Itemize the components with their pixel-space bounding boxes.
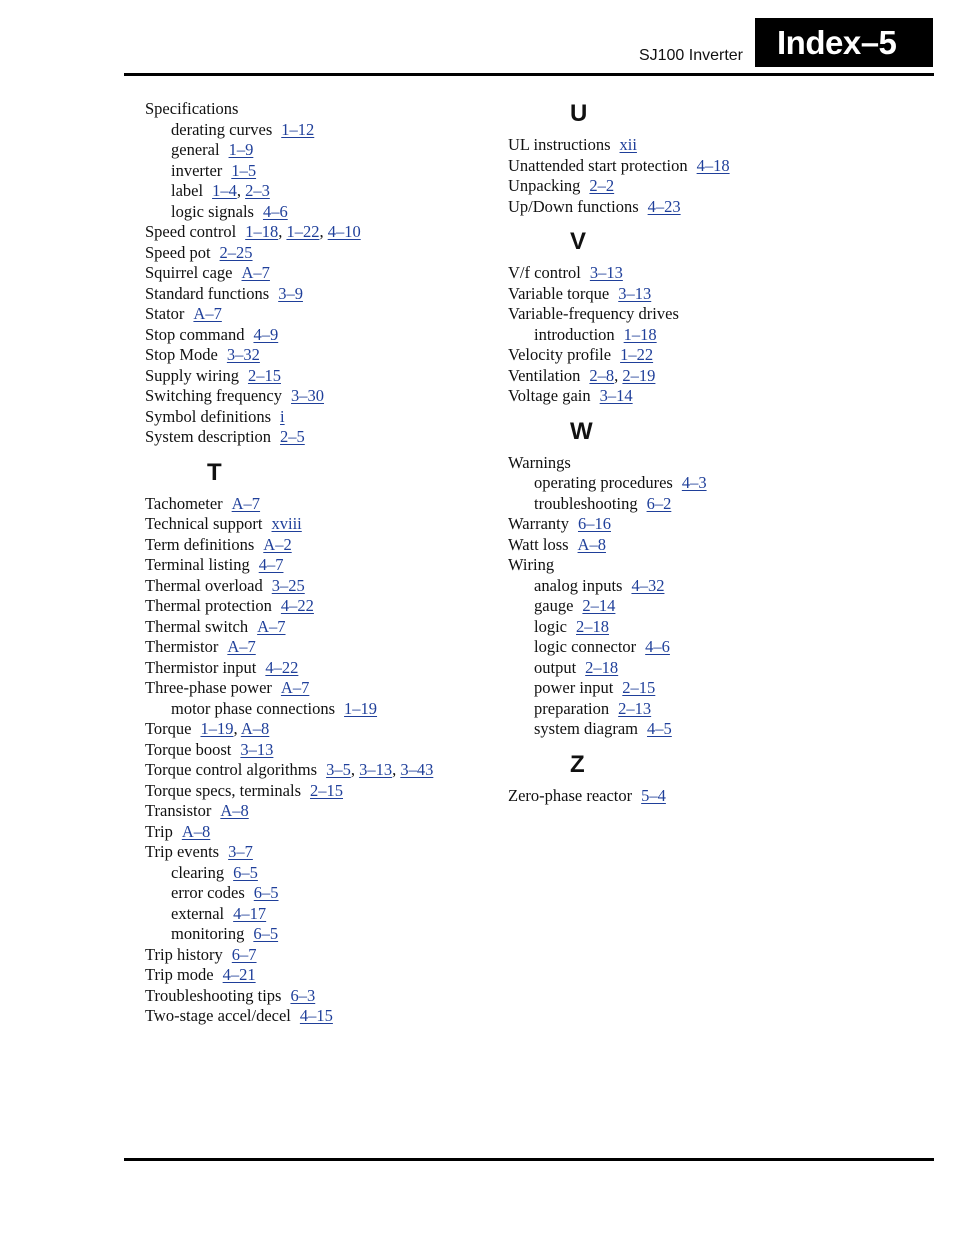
ref-separator: , xyxy=(350,760,360,779)
index-term: Troubleshooting tips xyxy=(145,985,282,1005)
index-term: Variable torque xyxy=(508,283,610,303)
index-term: UL instructions xyxy=(508,135,611,154)
page-reference-link[interactable]: 2–19 xyxy=(622,365,656,385)
index-term: Three-phase power xyxy=(145,678,272,697)
index-term: Unpacking xyxy=(508,176,581,195)
page-reference-link[interactable]: A–7 xyxy=(231,493,261,513)
index-subentry xyxy=(145,904,495,925)
page-reference-link[interactable]: 4–22 xyxy=(280,596,314,615)
index-term: Zero-phase reactor xyxy=(508,785,633,805)
index-term: Two-stage accel/decel xyxy=(145,1006,291,1025)
page-reference-link[interactable]: 1–18 xyxy=(623,324,657,344)
index-term: label xyxy=(171,181,204,200)
index-term: Terminal listing xyxy=(145,555,250,574)
page-reference-link[interactable]: 4–10 xyxy=(327,222,361,241)
index-entry xyxy=(145,576,495,597)
page-reference-link[interactable]: 4–32 xyxy=(631,575,665,595)
index-term: Supply wiring xyxy=(145,365,239,385)
index-entry xyxy=(145,658,495,679)
index-entry xyxy=(508,304,908,325)
index-term: error codes xyxy=(171,883,245,902)
index-term: derating curves xyxy=(171,119,273,139)
index-term: Stop command xyxy=(145,324,245,344)
index-term: system diagram xyxy=(534,719,639,738)
index-subentry xyxy=(145,924,495,945)
page-reference-link[interactable]: 3–32 xyxy=(226,345,260,364)
page-reference-link[interactable]: A–7 xyxy=(227,637,256,656)
index-term: Trip mode xyxy=(145,965,214,984)
index-entry xyxy=(145,345,495,366)
page-reference-link[interactable]: 1–9 xyxy=(228,140,254,159)
index-subentry xyxy=(508,678,908,699)
index-term: Stator xyxy=(145,304,185,323)
index-term: Unattended start protection xyxy=(508,155,688,175)
index-entry xyxy=(145,965,495,986)
section-letter-u: U xyxy=(570,100,588,127)
index-entry xyxy=(145,366,495,387)
page-reference-link[interactable]: 3–30 xyxy=(291,386,325,405)
page-reference-link[interactable]: 4–23 xyxy=(647,196,681,216)
page-reference-link[interactable]: 1–12 xyxy=(281,119,315,139)
index-term: logic connector xyxy=(534,637,637,656)
index-term: Squirrel cage xyxy=(145,263,233,282)
index-entry xyxy=(508,535,908,556)
index-entry xyxy=(508,263,908,284)
index-term: Ventilation xyxy=(508,365,581,385)
index-entry xyxy=(145,494,495,515)
index-entry xyxy=(145,678,495,699)
page-reference-link[interactable]: 3–9 xyxy=(278,283,303,303)
index-subentry xyxy=(508,719,908,740)
page-reference-link[interactable]: 3–43 xyxy=(400,760,434,779)
index-term: Torque specs, terminals xyxy=(145,780,302,800)
index-term: Switching frequency xyxy=(145,386,283,405)
index-subentry xyxy=(508,617,908,638)
page-reference-link[interactable]: 6–16 xyxy=(577,514,611,533)
index-entry xyxy=(145,986,495,1007)
page-reference-link[interactable]: 6–7 xyxy=(231,944,257,964)
index-term: Trip history xyxy=(145,944,223,964)
page-reference-link[interactable]: 2–25 xyxy=(219,242,253,262)
index-term: Term definitions xyxy=(145,534,255,554)
section-letter-z: Z xyxy=(570,750,585,778)
page-reference-link[interactable]: A–7 xyxy=(280,678,310,697)
index-term: external xyxy=(171,903,225,923)
index-subentry xyxy=(508,325,908,346)
index-subentry xyxy=(508,576,908,597)
page-reference-link[interactable]: 6–5 xyxy=(253,883,279,902)
index-term: Trip events xyxy=(145,842,220,861)
index-term: Variable-frequency drives xyxy=(508,304,679,323)
ref-separator: , xyxy=(614,365,623,385)
section-letter-t: T xyxy=(207,458,222,486)
index-term: Technical support xyxy=(145,514,263,533)
index-term: Stop Mode xyxy=(145,345,218,364)
index-entry xyxy=(145,555,495,576)
index-subentry xyxy=(145,202,495,223)
index-entry xyxy=(145,801,495,822)
page-reference-link[interactable]: A–8 xyxy=(181,821,211,841)
header-subtitle: SJ100 Inverter xyxy=(638,47,743,64)
page-reference-link[interactable]: 5–4 xyxy=(641,785,666,805)
page-reference-link[interactable]: 4–15 xyxy=(299,1006,333,1025)
index-subentry xyxy=(508,637,908,658)
index-term: Watt loss xyxy=(508,534,569,554)
page-reference-link[interactable]: 2–15 xyxy=(247,365,281,385)
index-entry xyxy=(145,407,495,428)
index-entry xyxy=(508,366,908,387)
index-entry xyxy=(145,822,495,843)
index-term: Velocity profile xyxy=(508,345,612,364)
index-term: Voltage gain xyxy=(508,386,591,405)
index-entry xyxy=(508,135,908,156)
index-entry xyxy=(145,304,495,325)
index-term: Wiring xyxy=(508,555,555,574)
page-reference-link[interactable]: 2–14 xyxy=(582,596,616,615)
page-reference-link[interactable]: 4–17 xyxy=(233,903,267,923)
index-entry xyxy=(145,514,495,535)
page-reference-link[interactable]: 3–25 xyxy=(271,575,305,595)
index-term: Symbol definitions xyxy=(145,406,272,426)
index-term: introduction xyxy=(534,324,615,344)
index-term: Torque control algorithms xyxy=(145,760,318,779)
ref-separator: , xyxy=(233,719,241,738)
page-reference-link[interactable]: 3–5 xyxy=(326,760,351,779)
page-reference-link[interactable]: 1–22 xyxy=(286,222,320,241)
index-term: analog inputs xyxy=(534,575,623,595)
index-term: Thermal overload xyxy=(145,575,263,595)
index-term: Standard functions xyxy=(145,283,270,303)
index-entry xyxy=(145,617,495,638)
page-reference-link[interactable]: 4–21 xyxy=(222,965,256,984)
page-reference-link[interactable]: 3–14 xyxy=(599,386,633,405)
index-term: operating procedures xyxy=(534,473,673,492)
index-entry xyxy=(145,945,495,966)
index-term: System description xyxy=(145,427,272,446)
page-reference-link[interactable]: 3–7 xyxy=(228,842,253,861)
index-entry xyxy=(145,1006,495,1027)
index-column-left xyxy=(145,99,495,1027)
page-reference-link[interactable]: 3–13 xyxy=(240,739,274,759)
page-reference-link[interactable]: 4–5 xyxy=(647,719,672,738)
page-reference-link[interactable]: A–8 xyxy=(220,801,249,820)
page-reference-link[interactable]: 6–3 xyxy=(290,985,316,1005)
index-term: Specifications xyxy=(145,99,239,118)
index-entry xyxy=(145,781,495,802)
index-entry xyxy=(145,222,495,243)
index-term: general xyxy=(171,140,220,159)
index-term: Warnings xyxy=(508,452,571,472)
page-reference-link[interactable]: 4–6 xyxy=(262,201,288,221)
index-entry xyxy=(508,786,908,807)
index-entry xyxy=(145,719,495,740)
index-entry xyxy=(508,156,908,177)
page-reference-link[interactable]: 1–19 xyxy=(200,719,234,738)
header-rule xyxy=(124,73,934,76)
index-term: logic signals xyxy=(171,201,254,221)
page-reference-link[interactable]: 3–13 xyxy=(359,760,393,779)
index-entry xyxy=(145,386,495,407)
index-entry xyxy=(508,284,908,305)
index-subentry xyxy=(145,699,495,720)
page-reference-link[interactable]: 1–4 xyxy=(212,181,237,200)
page-reference-link[interactable]: 2–2 xyxy=(589,176,615,195)
index-term: Torque boost xyxy=(145,739,232,759)
ref-separator: , xyxy=(236,181,246,200)
page-reference-link[interactable]: 1–5 xyxy=(231,160,257,180)
index-entry xyxy=(145,325,495,346)
page-reference-link[interactable]: 2–18 xyxy=(576,616,609,636)
index-entry xyxy=(145,842,495,863)
footer-rule xyxy=(124,1158,934,1161)
ref-separator: , xyxy=(278,222,287,241)
index-term: Tachometer xyxy=(145,493,223,513)
page-reference-link[interactable]: 4–18 xyxy=(696,155,730,175)
page-reference-link[interactable]: 4–6 xyxy=(645,637,670,656)
index-entry xyxy=(508,197,908,218)
index-term: Trip xyxy=(145,821,173,841)
page-reference-link[interactable]: 1–19 xyxy=(344,698,378,718)
ref-separator: , xyxy=(392,760,401,779)
page-reference-link[interactable]: 2–15 xyxy=(310,780,344,800)
index-term: Speed control xyxy=(145,222,237,241)
index-term: Warranty xyxy=(508,514,569,533)
index-term: Thermal switch xyxy=(145,616,249,636)
page-reference-link[interactable]: 2–8 xyxy=(589,365,615,385)
index-subentry xyxy=(145,863,495,884)
index-term: Speed pot xyxy=(145,242,211,262)
index-term: motor phase connections xyxy=(171,698,336,718)
index-term: monitoring xyxy=(171,924,245,943)
index-entry xyxy=(145,760,495,781)
index-term: Up/Down functions xyxy=(508,196,639,216)
index-entry xyxy=(508,345,908,366)
index-term: Thermistor xyxy=(145,637,219,656)
index-term: Transistor xyxy=(145,801,212,820)
index-term: gauge xyxy=(534,596,574,615)
page-reference-link[interactable]: A–8 xyxy=(577,534,606,554)
index-entry xyxy=(145,740,495,761)
index-entry xyxy=(508,386,908,407)
index-subentry xyxy=(508,699,908,720)
page-reference-link[interactable]: A–7 xyxy=(193,304,222,323)
page-reference-link[interactable]: 2–15 xyxy=(622,678,656,697)
index-subentry xyxy=(145,140,495,161)
page-reference-link[interactable]: 6–5 xyxy=(253,924,279,943)
index-entry xyxy=(508,453,908,474)
section-letter-w: W xyxy=(570,417,593,445)
page-reference-link[interactable]: i xyxy=(280,406,285,426)
index-entry xyxy=(145,535,495,556)
index-term: Thermal protection xyxy=(145,596,272,615)
index-term: Thermistor input xyxy=(145,657,257,677)
page-reference-link[interactable]: A–2 xyxy=(263,534,292,554)
index-term: preparation xyxy=(534,698,610,718)
page-reference-link[interactable]: 6–2 xyxy=(646,493,672,513)
page-reference-link[interactable]: 1–22 xyxy=(620,345,654,364)
index-subentry xyxy=(145,161,495,182)
index-entry xyxy=(145,243,495,264)
index-subentry xyxy=(508,596,908,617)
index-term: V/f control xyxy=(508,263,581,282)
page-number-badge: Index–5 xyxy=(755,18,933,67)
page-reference-link[interactable]: 4–3 xyxy=(681,473,707,492)
index-column-right xyxy=(508,97,908,806)
page-reference-link[interactable]: A–8 xyxy=(240,719,270,738)
index-term: output xyxy=(534,657,577,677)
index-entry xyxy=(145,263,495,284)
index-subentry xyxy=(145,181,495,202)
index-entry xyxy=(145,596,495,617)
page-reference-link[interactable]: A–7 xyxy=(257,616,286,636)
page-reference-link[interactable]: 2–18 xyxy=(585,657,619,677)
index-entry xyxy=(145,637,495,658)
page-reference-link[interactable]: A–7 xyxy=(241,263,270,282)
index-subentry xyxy=(508,658,908,679)
index-entry xyxy=(145,427,495,448)
page-reference-link[interactable]: 4–22 xyxy=(265,657,299,677)
section-letter-v: V xyxy=(570,228,587,255)
index-entry xyxy=(508,555,908,576)
index-term: clearing xyxy=(171,862,225,882)
page-reference-link[interactable]: 6–5 xyxy=(233,862,258,882)
page-reference-link[interactable]: 4–7 xyxy=(258,555,284,574)
index-entry xyxy=(145,284,495,305)
page-reference-link[interactable]: 2–3 xyxy=(245,181,270,200)
index-entry xyxy=(508,176,908,197)
page-reference-link[interactable]: xii xyxy=(619,135,637,154)
index-subentry xyxy=(145,120,495,141)
ref-separator: , xyxy=(319,222,328,241)
index-term: power input xyxy=(534,678,614,697)
index-entry xyxy=(508,514,908,535)
index-term: Torque xyxy=(145,719,192,738)
index-entry xyxy=(145,99,495,120)
page-reference-link[interactable]: 2–13 xyxy=(618,698,652,718)
page-reference-link[interactable]: 2–5 xyxy=(280,427,305,446)
index-subentry xyxy=(508,473,908,494)
page-reference-link[interactable]: 1–18 xyxy=(245,222,279,241)
index-subentry xyxy=(145,883,495,904)
index-term: troubleshooting xyxy=(534,493,638,513)
page-reference-link[interactable]: 4–9 xyxy=(253,324,279,344)
index-term: inverter xyxy=(171,160,223,180)
page-reference-link[interactable]: xviii xyxy=(271,514,302,533)
index-subentry xyxy=(508,494,908,515)
page-reference-link[interactable]: 3–13 xyxy=(589,263,623,282)
index-term: logic xyxy=(534,616,567,636)
page-reference-link[interactable]: 3–13 xyxy=(618,283,652,303)
